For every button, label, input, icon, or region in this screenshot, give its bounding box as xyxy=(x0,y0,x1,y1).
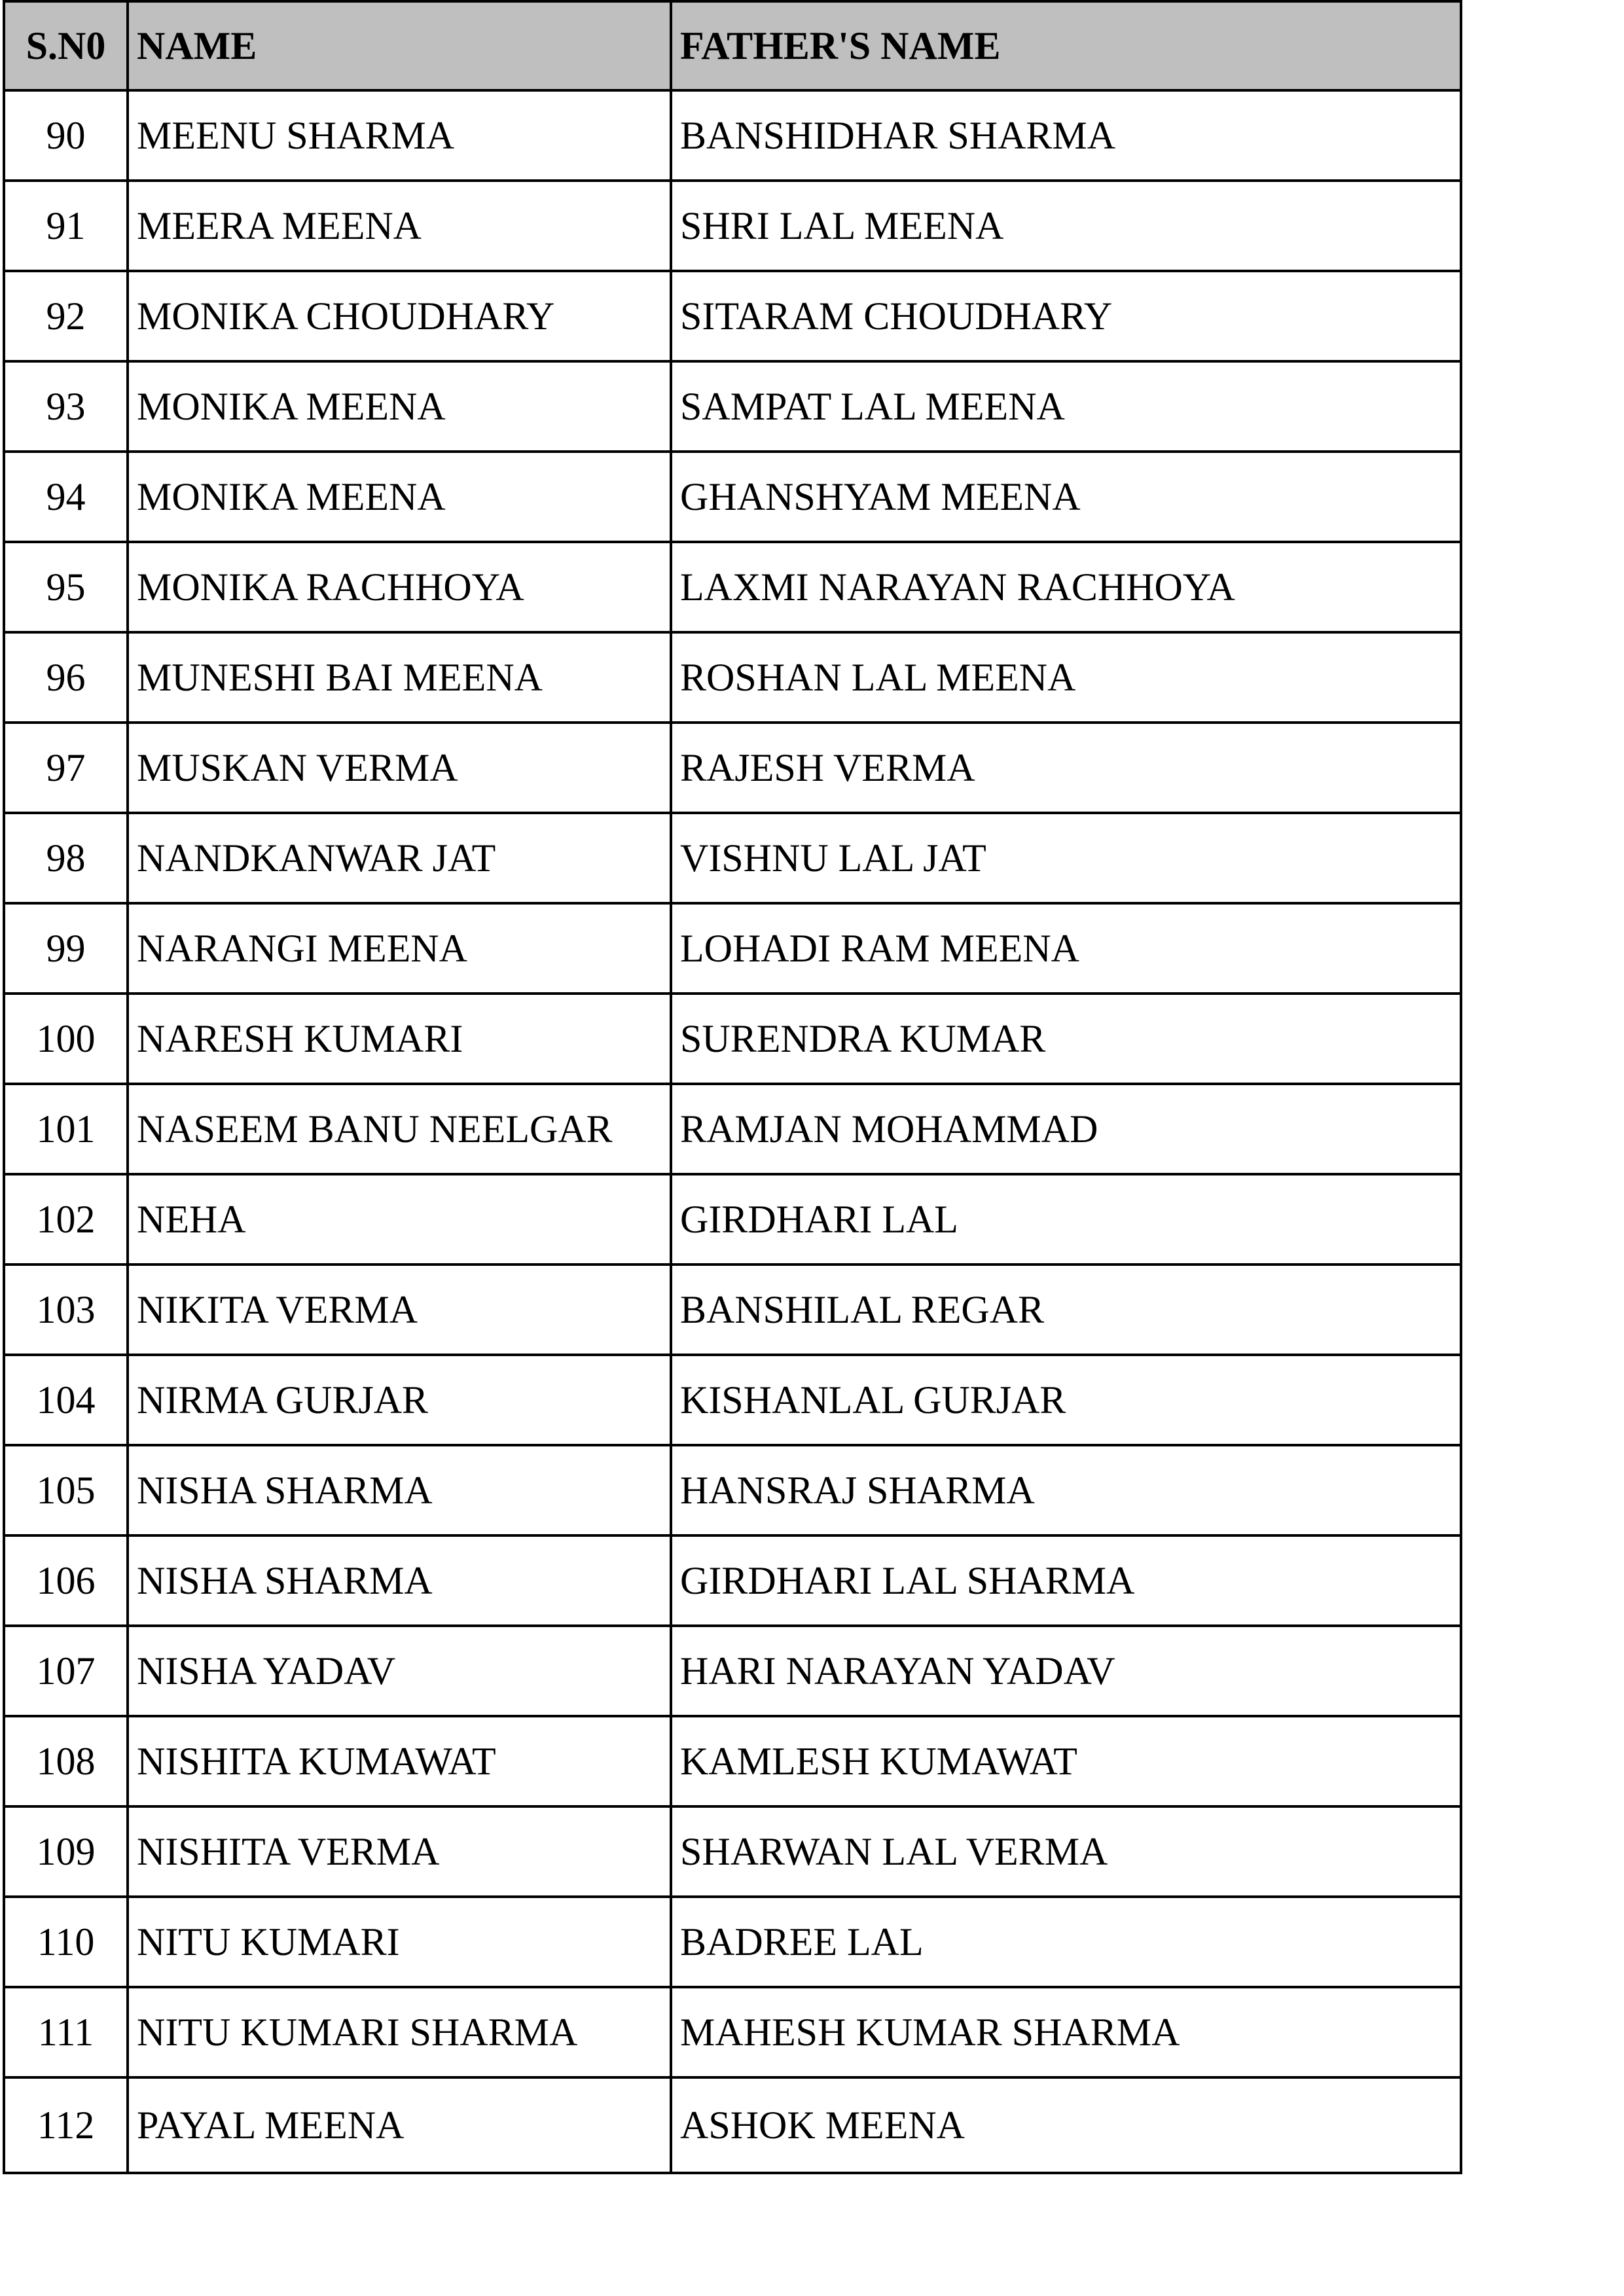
cell-sno: 102 xyxy=(4,1174,128,1265)
cell-sno: 108 xyxy=(4,1716,128,1806)
header-father-name: FATHER'S NAME xyxy=(671,1,1461,90)
table-row xyxy=(4,2077,1461,2173)
cell-father-name: BADREE LAL xyxy=(671,1897,1461,1987)
cell-father-name: GIRDHARI LAL xyxy=(671,1174,1461,1265)
header-sno: S.N0 xyxy=(4,1,128,90)
cell-sno: 103 xyxy=(4,1265,128,1355)
cell-sno: 90 xyxy=(4,90,128,181)
cell-name: NEHA xyxy=(128,1174,671,1265)
cell-sno: 100 xyxy=(4,994,128,1084)
cell-sno: 94 xyxy=(4,452,128,542)
cell-sno: 104 xyxy=(4,1355,128,1445)
roster-table xyxy=(3,0,1462,2174)
cell-sno: 109 xyxy=(4,1806,128,1897)
cell-sno: 92 xyxy=(4,271,128,361)
cell-father-name: ROSHAN LAL MEENA xyxy=(671,632,1461,723)
cell-father-name: SHRI LAL MEENA xyxy=(671,181,1461,271)
table-row xyxy=(4,1897,1461,1987)
table-row xyxy=(4,361,1461,452)
cell-name: MUNESHI BAI MEENA xyxy=(128,632,671,723)
table-row xyxy=(4,1716,1461,1806)
cell-name: NIRMA GURJAR xyxy=(128,1355,671,1445)
cell-sno: 97 xyxy=(4,723,128,813)
cell-name: NIKITA VERMA xyxy=(128,1265,671,1355)
cell-name: NANDKANWAR JAT xyxy=(128,813,671,903)
table-header xyxy=(4,1,1461,90)
table-row xyxy=(4,1445,1461,1535)
cell-name: MONIKA CHOUDHARY xyxy=(128,271,671,361)
table-row xyxy=(4,1535,1461,1626)
cell-name: NISHITA KUMAWAT xyxy=(128,1716,671,1806)
cell-name: NITU KUMARI SHARMA xyxy=(128,1987,671,2077)
cell-father-name: SURENDRA KUMAR xyxy=(671,994,1461,1084)
cell-father-name: KISHANLAL GURJAR xyxy=(671,1355,1461,1445)
cell-sno: 107 xyxy=(4,1626,128,1716)
table-row xyxy=(4,1987,1461,2077)
table-row xyxy=(4,813,1461,903)
table-row xyxy=(4,994,1461,1084)
table-row xyxy=(4,90,1461,181)
cell-father-name: GIRDHARI LAL SHARMA xyxy=(671,1535,1461,1626)
cell-name: NITU KUMARI xyxy=(128,1897,671,1987)
cell-name: NISHITA VERMA xyxy=(128,1806,671,1897)
cell-sno: 111 xyxy=(4,1987,128,2077)
cell-sno: 99 xyxy=(4,903,128,994)
cell-name: PAYAL MEENA xyxy=(128,2077,671,2173)
table-row xyxy=(4,1626,1461,1716)
table-row xyxy=(4,271,1461,361)
cell-name: MONIKA RACHHOYA xyxy=(128,542,671,632)
cell-name: MONIKA MEENA xyxy=(128,452,671,542)
cell-name: NASEEM BANU NEELGAR xyxy=(128,1084,671,1174)
cell-name: MUSKAN VERMA xyxy=(128,723,671,813)
table-row xyxy=(4,1355,1461,1445)
cell-sno: 106 xyxy=(4,1535,128,1626)
cell-name: MEERA MEENA xyxy=(128,181,671,271)
cell-father-name: SAMPAT LAL MEENA xyxy=(671,361,1461,452)
cell-name: NISHA SHARMA xyxy=(128,1445,671,1535)
table-row xyxy=(4,632,1461,723)
cell-father-name: GHANSHYAM MEENA xyxy=(671,452,1461,542)
cell-sno: 91 xyxy=(4,181,128,271)
cell-father-name: HANSRAJ SHARMA xyxy=(671,1445,1461,1535)
cell-sno: 112 xyxy=(4,2077,128,2173)
cell-father-name: MAHESH KUMAR SHARMA xyxy=(671,1987,1461,2077)
table-row xyxy=(4,1806,1461,1897)
cell-name: NARESH KUMARI xyxy=(128,994,671,1084)
cell-name: NISHA YADAV xyxy=(128,1626,671,1716)
cell-sno: 96 xyxy=(4,632,128,723)
cell-father-name: RAMJAN MOHAMMAD xyxy=(671,1084,1461,1174)
cell-father-name: KAMLESH KUMAWAT xyxy=(671,1716,1461,1806)
cell-sno: 110 xyxy=(4,1897,128,1987)
cell-father-name: RAJESH VERMA xyxy=(671,723,1461,813)
cell-name: MEENU SHARMA xyxy=(128,90,671,181)
table-row xyxy=(4,542,1461,632)
roster-sheet xyxy=(3,0,1460,2174)
table-row xyxy=(4,1084,1461,1174)
cell-name: NARANGI MEENA xyxy=(128,903,671,994)
cell-father-name: LOHADI RAM MEENA xyxy=(671,903,1461,994)
cell-father-name: LAXMI NARAYAN RACHHOYA xyxy=(671,542,1461,632)
table-row xyxy=(4,903,1461,994)
cell-father-name: HARI NARAYAN YADAV xyxy=(671,1626,1461,1716)
cell-father-name: SITARAM CHOUDHARY xyxy=(671,271,1461,361)
cell-father-name: BANSHILAL REGAR xyxy=(671,1265,1461,1355)
table-row xyxy=(4,1174,1461,1265)
cell-father-name: ASHOK MEENA xyxy=(671,2077,1461,2173)
table-row xyxy=(4,452,1461,542)
cell-name: MONIKA MEENA xyxy=(128,361,671,452)
cell-sno: 95 xyxy=(4,542,128,632)
table-row xyxy=(4,723,1461,813)
cell-father-name: SHARWAN LAL VERMA xyxy=(671,1806,1461,1897)
cell-sno: 105 xyxy=(4,1445,128,1535)
cell-sno: 98 xyxy=(4,813,128,903)
cell-father-name: BANSHIDHAR SHARMA xyxy=(671,90,1461,181)
table-row xyxy=(4,181,1461,271)
cell-name: NISHA SHARMA xyxy=(128,1535,671,1626)
header-name: NAME xyxy=(128,1,671,90)
cell-father-name: VISHNU LAL JAT xyxy=(671,813,1461,903)
table-row xyxy=(4,1265,1461,1355)
cell-sno: 101 xyxy=(4,1084,128,1174)
header-row xyxy=(4,1,1461,90)
table-body xyxy=(4,90,1461,2173)
cell-sno: 93 xyxy=(4,361,128,452)
